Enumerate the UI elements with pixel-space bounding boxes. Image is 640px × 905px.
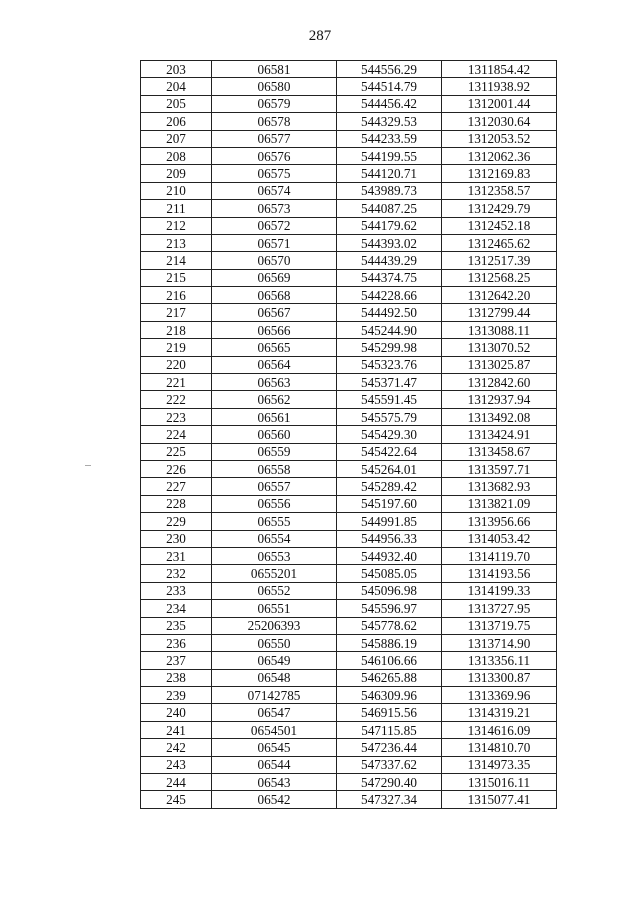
row-number-cell: 239	[141, 687, 212, 704]
x-coordinate-cell: 545085.05	[337, 565, 442, 582]
y-coordinate-cell: 1314199.33	[442, 582, 557, 599]
x-coordinate-cell: 546265.88	[337, 669, 442, 686]
y-coordinate-cell: 1312358.57	[442, 182, 557, 199]
y-coordinate-cell: 1314319.21	[442, 704, 557, 721]
y-coordinate-cell: 1312452.18	[442, 217, 557, 234]
x-coordinate-cell: 544329.53	[337, 113, 442, 130]
point-id-cell: 06569	[212, 269, 337, 286]
point-id-cell: 06571	[212, 234, 337, 251]
table-row	[141, 269, 557, 286]
y-coordinate-cell: 1313356.11	[442, 652, 557, 669]
y-coordinate-cell: 1314810.70	[442, 739, 557, 756]
row-number-cell: 235	[141, 617, 212, 634]
y-coordinate-cell: 1313714.90	[442, 634, 557, 651]
point-id-cell: 06558	[212, 460, 337, 477]
x-coordinate-cell: 544439.29	[337, 252, 442, 269]
x-coordinate-cell: 544492.50	[337, 304, 442, 321]
point-id-cell: 0655201	[212, 565, 337, 582]
row-number-cell: 204	[141, 78, 212, 95]
row-number-cell: 207	[141, 130, 212, 147]
row-number-cell: 206	[141, 113, 212, 130]
x-coordinate-cell: 545299.98	[337, 339, 442, 356]
x-coordinate-cell: 547115.85	[337, 721, 442, 738]
point-id-cell: 06566	[212, 321, 337, 338]
point-id-cell: 06551	[212, 600, 337, 617]
table-row	[141, 339, 557, 356]
y-coordinate-cell: 1312937.94	[442, 391, 557, 408]
x-coordinate-cell: 545596.97	[337, 600, 442, 617]
row-number-cell: 218	[141, 321, 212, 338]
row-number-cell: 240	[141, 704, 212, 721]
table-row	[141, 147, 557, 164]
point-id-cell: 06548	[212, 669, 337, 686]
x-coordinate-cell: 544233.59	[337, 130, 442, 147]
row-number-cell: 214	[141, 252, 212, 269]
y-coordinate-cell: 1312169.83	[442, 165, 557, 182]
row-number-cell: 223	[141, 408, 212, 425]
table-row	[141, 304, 557, 321]
x-coordinate-cell: 544556.29	[337, 61, 442, 78]
table-row	[141, 78, 557, 95]
table-row	[141, 704, 557, 721]
y-coordinate-cell: 1315077.41	[442, 791, 557, 808]
row-number-cell: 211	[141, 200, 212, 217]
y-coordinate-cell: 1313727.95	[442, 600, 557, 617]
x-coordinate-cell: 545323.76	[337, 356, 442, 373]
row-number-cell: 241	[141, 721, 212, 738]
point-id-cell: 06542	[212, 791, 337, 808]
table-row	[141, 565, 557, 582]
x-coordinate-cell: 544456.42	[337, 95, 442, 112]
coordinates-table	[140, 60, 557, 809]
row-number-cell: 209	[141, 165, 212, 182]
table-row	[141, 252, 557, 269]
point-id-cell: 25206393	[212, 617, 337, 634]
table-row	[141, 791, 557, 808]
x-coordinate-cell: 544374.75	[337, 269, 442, 286]
row-number-cell: 243	[141, 756, 212, 773]
y-coordinate-cell: 1313369.96	[442, 687, 557, 704]
y-coordinate-cell: 1313597.71	[442, 460, 557, 477]
point-id-cell: 06554	[212, 530, 337, 547]
y-coordinate-cell: 1313088.11	[442, 321, 557, 338]
y-coordinate-cell: 1312465.62	[442, 234, 557, 251]
table-row	[141, 61, 557, 78]
table-row	[141, 217, 557, 234]
point-id-cell: 06557	[212, 478, 337, 495]
x-coordinate-cell: 545429.30	[337, 426, 442, 443]
table-row	[141, 652, 557, 669]
row-number-cell: 228	[141, 495, 212, 512]
y-coordinate-cell: 1312429.79	[442, 200, 557, 217]
row-number-cell: 231	[141, 547, 212, 564]
row-number-cell: 213	[141, 234, 212, 251]
x-coordinate-cell: 547236.44	[337, 739, 442, 756]
table-row	[141, 547, 557, 564]
row-number-cell: 212	[141, 217, 212, 234]
row-number-cell: 227	[141, 478, 212, 495]
point-id-cell: 06568	[212, 287, 337, 304]
row-number-cell: 229	[141, 513, 212, 530]
row-number-cell: 234	[141, 600, 212, 617]
y-coordinate-cell: 1312642.20	[442, 287, 557, 304]
row-number-cell: 237	[141, 652, 212, 669]
row-number-cell: 221	[141, 374, 212, 391]
row-number-cell: 242	[141, 739, 212, 756]
point-id-cell: 06565	[212, 339, 337, 356]
row-number-cell: 224	[141, 426, 212, 443]
y-coordinate-cell: 1313956.66	[442, 513, 557, 530]
point-id-cell: 06549	[212, 652, 337, 669]
row-number-cell: 215	[141, 269, 212, 286]
point-id-cell: 0654501	[212, 721, 337, 738]
x-coordinate-cell: 544956.33	[337, 530, 442, 547]
table-row	[141, 774, 557, 791]
x-coordinate-cell: 546309.96	[337, 687, 442, 704]
row-number-cell: 225	[141, 443, 212, 460]
x-coordinate-cell: 547337.62	[337, 756, 442, 773]
y-coordinate-cell: 1312053.52	[442, 130, 557, 147]
point-id-cell: 06578	[212, 113, 337, 130]
table-row	[141, 600, 557, 617]
point-id-cell: 06580	[212, 78, 337, 95]
table-row	[141, 513, 557, 530]
table-row	[141, 669, 557, 686]
y-coordinate-cell: 1311938.92	[442, 78, 557, 95]
point-id-cell: 06573	[212, 200, 337, 217]
table-row	[141, 530, 557, 547]
x-coordinate-cell: 544393.02	[337, 234, 442, 251]
x-coordinate-cell: 545422.64	[337, 443, 442, 460]
point-id-cell: 06555	[212, 513, 337, 530]
x-coordinate-cell: 547327.34	[337, 791, 442, 808]
y-coordinate-cell: 1313025.87	[442, 356, 557, 373]
page-number: 287	[308, 28, 332, 44]
row-number-cell: 230	[141, 530, 212, 547]
x-coordinate-cell: 545289.42	[337, 478, 442, 495]
point-id-cell: 06562	[212, 391, 337, 408]
point-id-cell: 06570	[212, 252, 337, 269]
y-coordinate-cell: 1314193.56	[442, 565, 557, 582]
point-id-cell: 06553	[212, 547, 337, 564]
table-row	[141, 739, 557, 756]
y-coordinate-cell: 1312001.44	[442, 95, 557, 112]
table-row	[141, 182, 557, 199]
x-coordinate-cell: 545096.98	[337, 582, 442, 599]
table-row	[141, 408, 557, 425]
table-row	[141, 321, 557, 338]
y-coordinate-cell: 1314616.09	[442, 721, 557, 738]
y-coordinate-cell: 1313719.75	[442, 617, 557, 634]
y-coordinate-cell: 1311854.42	[442, 61, 557, 78]
point-id-cell: 06581	[212, 61, 337, 78]
row-number-cell: 203	[141, 61, 212, 78]
point-id-cell: 06547	[212, 704, 337, 721]
point-id-cell: 06561	[212, 408, 337, 425]
table-row	[141, 356, 557, 373]
point-id-cell: 06543	[212, 774, 337, 791]
row-number-cell: 216	[141, 287, 212, 304]
table-body	[141, 61, 557, 809]
y-coordinate-cell: 1312062.36	[442, 147, 557, 164]
table-row	[141, 617, 557, 634]
x-coordinate-cell: 543989.73	[337, 182, 442, 199]
row-number-cell: 220	[141, 356, 212, 373]
point-id-cell: 06574	[212, 182, 337, 199]
table-row	[141, 130, 557, 147]
row-number-cell: 238	[141, 669, 212, 686]
point-id-cell: 06564	[212, 356, 337, 373]
table-row	[141, 443, 557, 460]
y-coordinate-cell: 1312842.60	[442, 374, 557, 391]
y-coordinate-cell: 1313458.67	[442, 443, 557, 460]
point-id-cell: 06575	[212, 165, 337, 182]
point-id-cell: 06550	[212, 634, 337, 651]
point-id-cell: 07142785	[212, 687, 337, 704]
table-row	[141, 234, 557, 251]
x-coordinate-cell: 546915.56	[337, 704, 442, 721]
x-coordinate-cell: 544120.71	[337, 165, 442, 182]
table-row	[141, 287, 557, 304]
row-number-cell: 222	[141, 391, 212, 408]
table-row	[141, 687, 557, 704]
x-coordinate-cell: 545591.45	[337, 391, 442, 408]
x-coordinate-cell: 545264.01	[337, 460, 442, 477]
y-coordinate-cell: 1312568.25	[442, 269, 557, 286]
y-coordinate-cell: 1314973.35	[442, 756, 557, 773]
y-coordinate-cell: 1313424.91	[442, 426, 557, 443]
point-id-cell: 06545	[212, 739, 337, 756]
table-row	[141, 495, 557, 512]
x-coordinate-cell: 547290.40	[337, 774, 442, 791]
point-id-cell: 06544	[212, 756, 337, 773]
table-row	[141, 200, 557, 217]
table-row	[141, 95, 557, 112]
x-coordinate-cell: 545778.62	[337, 617, 442, 634]
row-number-cell: 217	[141, 304, 212, 321]
table-row	[141, 582, 557, 599]
row-number-cell: 205	[141, 95, 212, 112]
point-id-cell: 06552	[212, 582, 337, 599]
x-coordinate-cell: 545197.60	[337, 495, 442, 512]
x-coordinate-cell: 544932.40	[337, 547, 442, 564]
row-number-cell: 232	[141, 565, 212, 582]
point-id-cell: 06563	[212, 374, 337, 391]
table-row	[141, 478, 557, 495]
y-coordinate-cell: 1313492.08	[442, 408, 557, 425]
x-coordinate-cell: 545886.19	[337, 634, 442, 651]
table-row	[141, 113, 557, 130]
point-id-cell: 06572	[212, 217, 337, 234]
y-coordinate-cell: 1312799.44	[442, 304, 557, 321]
y-coordinate-cell: 1313682.93	[442, 478, 557, 495]
y-coordinate-cell: 1313300.87	[442, 669, 557, 686]
margin-mark	[85, 465, 91, 466]
point-id-cell: 06577	[212, 130, 337, 147]
x-coordinate-cell: 544199.55	[337, 147, 442, 164]
table-row	[141, 165, 557, 182]
table-row	[141, 426, 557, 443]
row-number-cell: 233	[141, 582, 212, 599]
y-coordinate-cell: 1312030.64	[442, 113, 557, 130]
y-coordinate-cell: 1314119.70	[442, 547, 557, 564]
x-coordinate-cell: 544991.85	[337, 513, 442, 530]
row-number-cell: 244	[141, 774, 212, 791]
row-number-cell: 208	[141, 147, 212, 164]
point-id-cell: 06567	[212, 304, 337, 321]
row-number-cell: 210	[141, 182, 212, 199]
table-row	[141, 391, 557, 408]
y-coordinate-cell: 1315016.11	[442, 774, 557, 791]
table-row	[141, 756, 557, 773]
point-id-cell: 06559	[212, 443, 337, 460]
x-coordinate-cell: 544228.66	[337, 287, 442, 304]
point-id-cell: 06556	[212, 495, 337, 512]
y-coordinate-cell: 1313821.09	[442, 495, 557, 512]
row-number-cell: 236	[141, 634, 212, 651]
row-number-cell: 219	[141, 339, 212, 356]
y-coordinate-cell: 1314053.42	[442, 530, 557, 547]
table-row	[141, 374, 557, 391]
y-coordinate-cell: 1312517.39	[442, 252, 557, 269]
x-coordinate-cell: 544514.79	[337, 78, 442, 95]
table-row	[141, 721, 557, 738]
row-number-cell: 226	[141, 460, 212, 477]
x-coordinate-cell: 544179.62	[337, 217, 442, 234]
x-coordinate-cell: 544087.25	[337, 200, 442, 217]
table-row	[141, 634, 557, 651]
x-coordinate-cell: 545244.90	[337, 321, 442, 338]
row-number-cell: 245	[141, 791, 212, 808]
x-coordinate-cell: 545371.47	[337, 374, 442, 391]
point-id-cell: 06576	[212, 147, 337, 164]
point-id-cell: 06560	[212, 426, 337, 443]
table-row	[141, 460, 557, 477]
point-id-cell: 06579	[212, 95, 337, 112]
y-coordinate-cell: 1313070.52	[442, 339, 557, 356]
x-coordinate-cell: 545575.79	[337, 408, 442, 425]
x-coordinate-cell: 546106.66	[337, 652, 442, 669]
